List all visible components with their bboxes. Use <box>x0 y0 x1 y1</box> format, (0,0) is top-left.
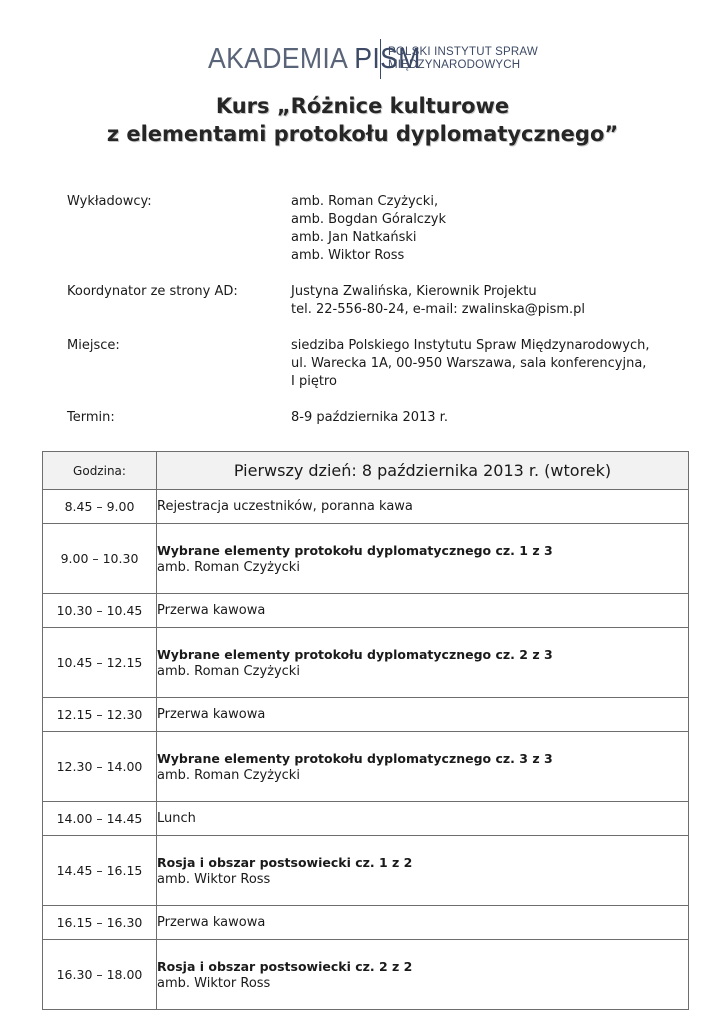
session-title: Przerwa kawowa <box>157 594 689 628</box>
session-time: 16.15 – 16.30 <box>43 906 157 940</box>
session-title: Rejestracja uczestników, poranna kawa <box>157 490 689 524</box>
session-title: Rosja i obszar postsowiecki cz. 2 z 2 <box>157 958 413 974</box>
pism-logo <box>208 36 538 82</box>
header-time: Godzina: <box>43 452 157 490</box>
session-title: Przerwa kawowa <box>157 698 689 732</box>
table-row <box>43 594 689 628</box>
lecturers-label: Wykładowcy: <box>67 194 152 209</box>
table-row <box>43 490 689 524</box>
session-time: 12.15 – 12.30 <box>43 698 157 732</box>
session-speaker: amb. Roman Czyżycki <box>157 767 300 783</box>
session-title: Rosja i obszar postsowiecki cz. 1 z 2 <box>157 854 413 870</box>
logo-subtitle-line1: POLSKI INSTYTUT SPRAW <box>388 46 538 58</box>
coordinator-row <box>67 283 697 319</box>
table-row <box>43 524 689 594</box>
schedule-table <box>42 451 689 1010</box>
table-row <box>43 802 689 836</box>
date-value: 8-9 października 2013 r. <box>291 410 448 425</box>
place-label: Miejsce: <box>67 338 120 353</box>
table-row <box>43 698 689 732</box>
session-cell <box>157 940 689 1010</box>
logo-akademia: AKADEMIA <box>208 42 355 75</box>
place-line: I piętro <box>291 374 337 389</box>
lecturer: amb. Jan Natkański <box>291 230 417 245</box>
course-title-line2: z elementami protokołu dyplomatycznego” <box>106 122 619 146</box>
logo-pism: PISM <box>354 42 421 75</box>
session-time: 10.30 – 10.45 <box>43 594 157 628</box>
place-row <box>67 337 697 391</box>
session-time: 10.45 – 12.15 <box>43 628 157 698</box>
place-line: ul. Warecka 1A, 00-950 Warszawa, sala konferencyjna, <box>291 356 647 371</box>
session-time: 14.45 – 16.15 <box>43 836 157 906</box>
session-cell <box>157 628 689 698</box>
lecturer: amb. Wiktor Ross <box>291 248 405 263</box>
course-title <box>0 92 725 148</box>
coordinator-contact: tel. 22-556-80-24, e-mail: zwalinska@pism.pl <box>291 302 586 317</box>
course-title-line1: Kurs „Różnice kulturowe <box>215 94 510 118</box>
header-day: Pierwszy dzień: 8 października 2013 r. (wtorek) <box>157 452 689 490</box>
table-row <box>43 732 689 802</box>
lecturers-row <box>67 193 697 265</box>
session-speaker: amb. Roman Czyżycki <box>157 663 300 679</box>
session-title: Wybrane elementy protokołu dyplomatycznego cz. 3 z 3 <box>157 750 553 766</box>
table-row <box>43 628 689 698</box>
session-time: 8.45 – 9.00 <box>43 490 157 524</box>
session-time: 9.00 – 10.30 <box>43 524 157 594</box>
course-info <box>67 193 697 445</box>
session-time: 12.30 – 14.00 <box>43 732 157 802</box>
table-row <box>43 940 689 1010</box>
session-time: 16.30 – 18.00 <box>43 940 157 1010</box>
session-speaker: amb. Wiktor Ross <box>157 871 271 887</box>
lecturer: amb. Bogdan Góralczyk <box>291 212 447 227</box>
schedule-header-row <box>43 452 689 490</box>
session-cell <box>157 524 689 594</box>
lecturer: amb. Roman Czyżycki, <box>291 194 439 209</box>
session-speaker: amb. Roman Czyżycki <box>157 559 300 575</box>
logo-subtitle-line2: MIĘDZYNARODOWYCH <box>388 59 521 71</box>
lecturers-list <box>291 193 697 265</box>
session-title: Lunch <box>157 802 689 836</box>
coordinator-value <box>291 283 697 319</box>
session-title: Przerwa kawowa <box>157 906 689 940</box>
table-row <box>43 906 689 940</box>
date-label: Termin: <box>67 410 115 425</box>
session-title: Wybrane elementy protokołu dyplomatycznego cz. 1 z 3 <box>157 542 553 558</box>
session-speaker: amb. Wiktor Ross <box>157 975 271 991</box>
coordinator-name: Justyna Zwalińska, Kierownik Projektu <box>291 284 537 299</box>
session-cell <box>157 836 689 906</box>
date-row <box>67 409 697 427</box>
table-row <box>43 836 689 906</box>
session-time: 14.00 – 14.45 <box>43 802 157 836</box>
logo-main-text <box>208 42 421 76</box>
coordinator-label: Koordynator ze strony AD: <box>67 284 238 299</box>
session-cell <box>157 732 689 802</box>
place-value <box>291 337 697 391</box>
place-line: siedziba Polskiego Instytutu Spraw Międzynarodowych, <box>291 338 650 353</box>
session-title: Wybrane elementy protokołu dyplomatycznego cz. 2 z 3 <box>157 646 553 662</box>
